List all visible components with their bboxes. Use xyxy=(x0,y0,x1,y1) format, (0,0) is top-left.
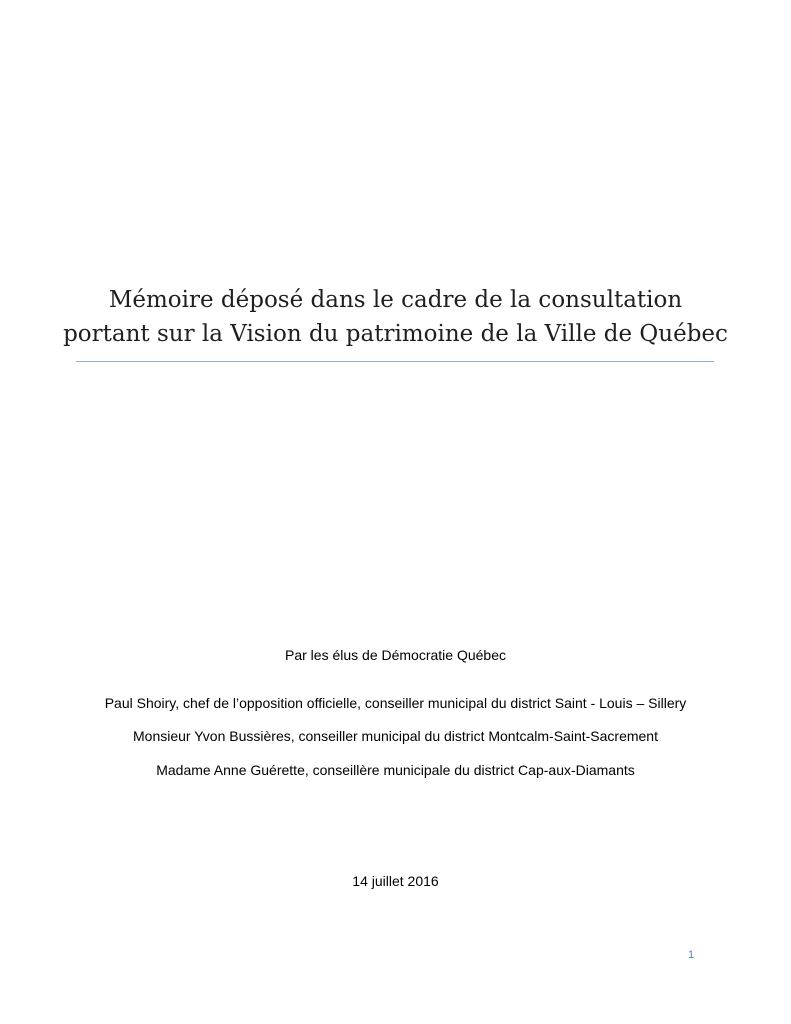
document-date: 14 juillet 2016 xyxy=(352,873,439,889)
document-title xyxy=(0,283,791,351)
author-line-3: Madame Anne Guérette, conseillère municipale du district Cap-aux-Diamants xyxy=(156,762,635,778)
title-line-1: Mémoire déposé dans le cadre de la consultation xyxy=(108,287,683,313)
byline: Par les élus de Démocratie Québec xyxy=(285,647,506,663)
page-number: 1 xyxy=(688,949,695,961)
title-divider xyxy=(76,361,714,362)
author-line-2: Monsieur Yvon Bussières, conseiller municipal du district Montcalm-Saint-Sacrement xyxy=(133,728,658,744)
author-line-1: Paul Shoiry, chef de l’opposition officielle, conseiller municipal du district Saint - Louis – Sillery xyxy=(104,695,687,711)
title-line-2: portant sur la Vision du patrimoine de la Ville de Québec xyxy=(63,321,728,347)
